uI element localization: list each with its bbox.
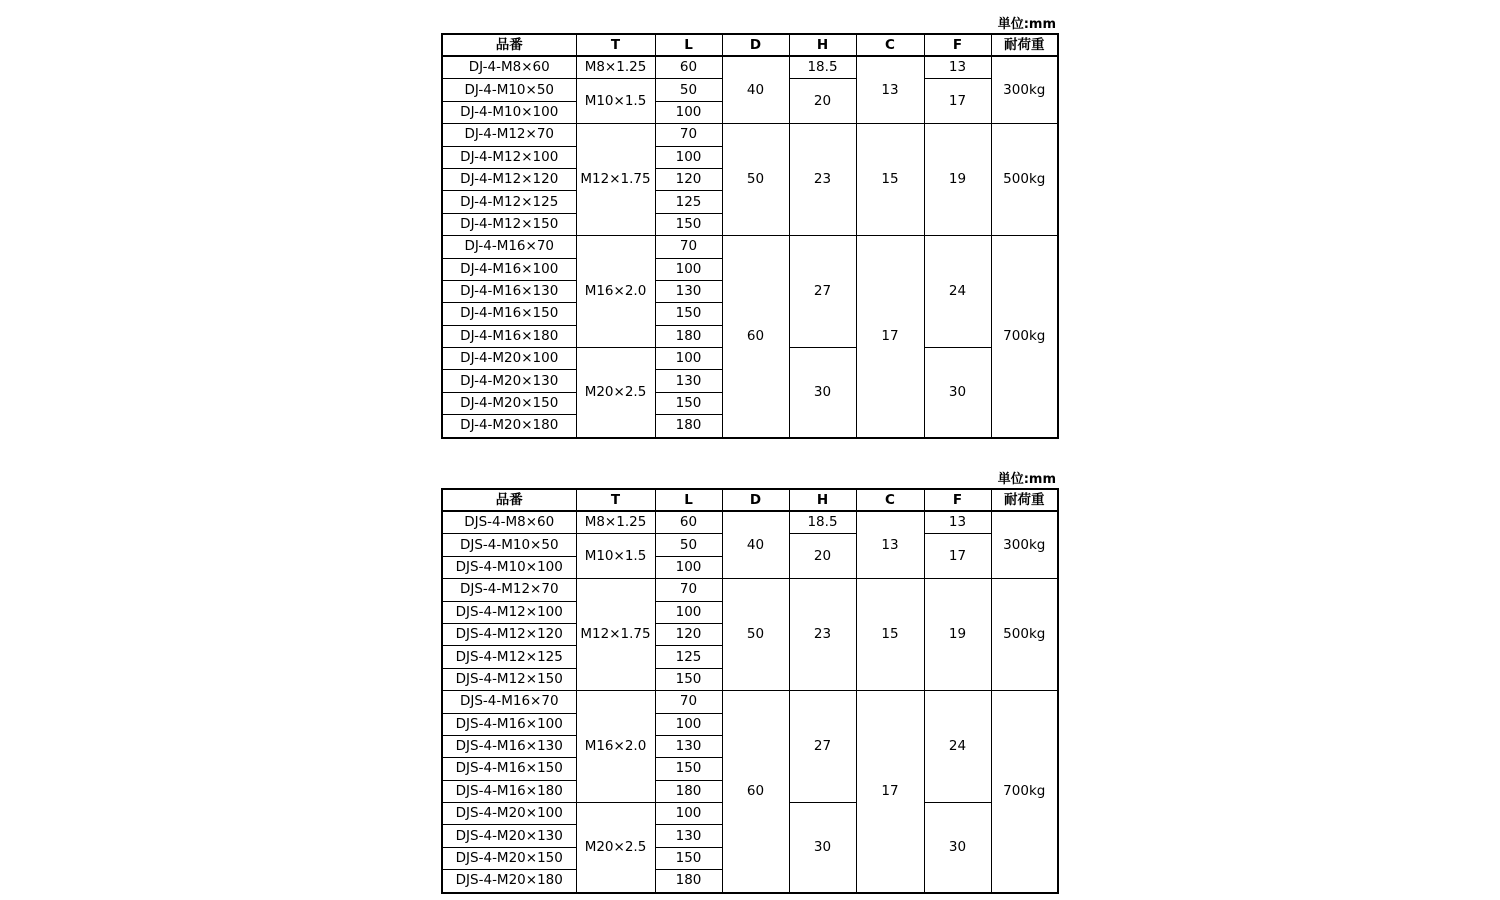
unit-label: 単位:mm (997, 472, 1056, 487)
h-value: 23 (789, 124, 856, 236)
spec-table-dj (441, 33, 1059, 439)
part-number: DJS-4-M10×50 (442, 534, 576, 556)
length: 150 (655, 668, 722, 690)
load-capacity: 700kg (991, 691, 1058, 893)
length: 180 (655, 870, 722, 893)
part-number: DJS-4-M12×100 (442, 601, 576, 623)
h-value: 23 (789, 579, 856, 691)
length: 60 (655, 56, 722, 79)
part-number: DJS-4-M12×120 (442, 623, 576, 645)
h-value: 30 (789, 803, 856, 893)
load-capacity: 500kg (991, 124, 1058, 236)
part-number: DJS-4-M16×130 (442, 735, 576, 757)
length: 100 (655, 713, 722, 735)
h-value: 30 (789, 348, 856, 438)
part-number: DJ-4-M16×180 (442, 325, 576, 347)
length: 150 (655, 392, 722, 414)
length: 100 (655, 101, 722, 123)
length: 100 (655, 556, 722, 578)
length: 180 (655, 780, 722, 802)
part-number: DJS-4-M16×150 (442, 758, 576, 780)
unit-label: 単位:mm (997, 17, 1056, 32)
load-capacity: 700kg (991, 236, 1058, 438)
part-number: DJ-4-M12×125 (442, 191, 576, 213)
part-number: DJS-4-M20×150 (442, 847, 576, 869)
f-value: 17 (924, 534, 991, 579)
thread-size: M20×2.5 (576, 803, 655, 893)
f-value: 13 (924, 511, 991, 534)
header-row (442, 489, 1058, 511)
length: 180 (655, 415, 722, 438)
length: 70 (655, 579, 722, 601)
header-l: L (655, 34, 722, 56)
header-c: C (856, 34, 924, 56)
h-value: 27 (789, 691, 856, 803)
header-d: D (722, 489, 789, 511)
header-h: H (789, 489, 856, 511)
part-number: DJ-4-M16×150 (442, 303, 576, 325)
part-number: DJS-4-M16×180 (442, 780, 576, 802)
length: 180 (655, 325, 722, 347)
f-value: 30 (924, 803, 991, 893)
table-row (442, 579, 1058, 601)
header-f: F (924, 489, 991, 511)
header-c: C (856, 489, 924, 511)
part-number: DJ-4-M12×70 (442, 124, 576, 146)
length: 125 (655, 646, 722, 668)
h-value: 20 (789, 534, 856, 579)
part-number: DJS-4-M10×100 (442, 556, 576, 578)
length: 125 (655, 191, 722, 213)
c-value: 17 (856, 236, 924, 438)
part-number: DJ-4-M20×180 (442, 415, 576, 438)
length: 60 (655, 511, 722, 534)
header-d: D (722, 34, 789, 56)
d-value: 50 (722, 579, 789, 691)
part-number: DJ-4-M10×100 (442, 101, 576, 123)
header-l: L (655, 489, 722, 511)
c-value: 17 (856, 691, 924, 893)
header-t: T (576, 489, 655, 511)
length: 130 (655, 280, 722, 302)
part-number: DJS-4-M12×150 (442, 668, 576, 690)
header-f: F (924, 34, 991, 56)
part-number: DJ-4-M20×130 (442, 370, 576, 392)
d-value: 50 (722, 124, 789, 236)
thread-size: M10×1.5 (576, 534, 655, 579)
part-number: DJ-4-M16×100 (442, 258, 576, 280)
length: 100 (655, 258, 722, 280)
part-number: DJ-4-M8×60 (442, 56, 576, 79)
c-value: 15 (856, 579, 924, 691)
thread-size: M20×2.5 (576, 348, 655, 438)
c-value: 13 (856, 511, 924, 579)
thread-size: M12×1.75 (576, 579, 655, 691)
d-value: 60 (722, 691, 789, 893)
header-t: T (576, 34, 655, 56)
length: 130 (655, 370, 722, 392)
part-number: DJS-4-M16×100 (442, 713, 576, 735)
header-load: 耐荷重 (991, 34, 1058, 56)
length: 50 (655, 534, 722, 556)
h-value: 20 (789, 79, 856, 124)
table-row (442, 236, 1058, 258)
h-value: 18.5 (789, 511, 856, 534)
d-value: 40 (722, 511, 789, 579)
f-value: 30 (924, 348, 991, 438)
thread-size: M16×2.0 (576, 236, 655, 348)
part-number: DJS-4-M12×70 (442, 579, 576, 601)
length: 150 (655, 303, 722, 325)
length: 100 (655, 601, 722, 623)
f-value: 19 (924, 579, 991, 691)
thread-size: M8×1.25 (576, 56, 655, 79)
load-capacity: 300kg (991, 56, 1058, 124)
length: 100 (655, 803, 722, 825)
header-h: H (789, 34, 856, 56)
part-number: DJ-4-M12×100 (442, 146, 576, 168)
length: 100 (655, 348, 722, 370)
spec-table-djs (441, 488, 1059, 894)
length: 130 (655, 825, 722, 847)
part-number: DJS-4-M12×125 (442, 646, 576, 668)
f-value: 13 (924, 56, 991, 79)
thread-size: M12×1.75 (576, 124, 655, 236)
header-load: 耐荷重 (991, 489, 1058, 511)
d-value: 40 (722, 56, 789, 124)
length: 70 (655, 236, 722, 258)
length: 150 (655, 847, 722, 869)
part-number: DJ-4-M16×130 (442, 280, 576, 302)
table-row (442, 511, 1058, 534)
part-number: DJ-4-M12×120 (442, 168, 576, 190)
thread-size: M8×1.25 (576, 511, 655, 534)
length: 150 (655, 213, 722, 235)
h-value: 18.5 (789, 56, 856, 79)
header-row (442, 34, 1058, 56)
load-capacity: 500kg (991, 579, 1058, 691)
part-number: DJ-4-M16×70 (442, 236, 576, 258)
part-number: DJ-4-M20×100 (442, 348, 576, 370)
length: 120 (655, 168, 722, 190)
part-number: DJS-4-M16×70 (442, 691, 576, 713)
part-number: DJS-4-M20×100 (442, 803, 576, 825)
part-number: DJS-4-M8×60 (442, 511, 576, 534)
load-capacity: 300kg (991, 511, 1058, 579)
f-value: 24 (924, 236, 991, 348)
part-number: DJ-4-M10×50 (442, 79, 576, 101)
part-number: DJS-4-M20×130 (442, 825, 576, 847)
length: 70 (655, 124, 722, 146)
header-part-number: 品番 (442, 489, 576, 511)
length: 50 (655, 79, 722, 101)
c-value: 15 (856, 124, 924, 236)
length: 150 (655, 758, 722, 780)
table-row (442, 124, 1058, 146)
part-number: DJS-4-M20×180 (442, 870, 576, 893)
length: 70 (655, 691, 722, 713)
f-value: 24 (924, 691, 991, 803)
d-value: 60 (722, 236, 789, 438)
f-value: 17 (924, 79, 991, 124)
length: 100 (655, 146, 722, 168)
part-number: DJ-4-M12×150 (442, 213, 576, 235)
thread-size: M16×2.0 (576, 691, 655, 803)
length: 120 (655, 623, 722, 645)
part-number: DJ-4-M20×150 (442, 392, 576, 414)
table-row (442, 691, 1058, 713)
h-value: 27 (789, 236, 856, 348)
thread-size: M10×1.5 (576, 79, 655, 124)
length: 130 (655, 735, 722, 757)
f-value: 19 (924, 124, 991, 236)
c-value: 13 (856, 56, 924, 124)
table-row (442, 56, 1058, 79)
header-part-number: 品番 (442, 34, 576, 56)
